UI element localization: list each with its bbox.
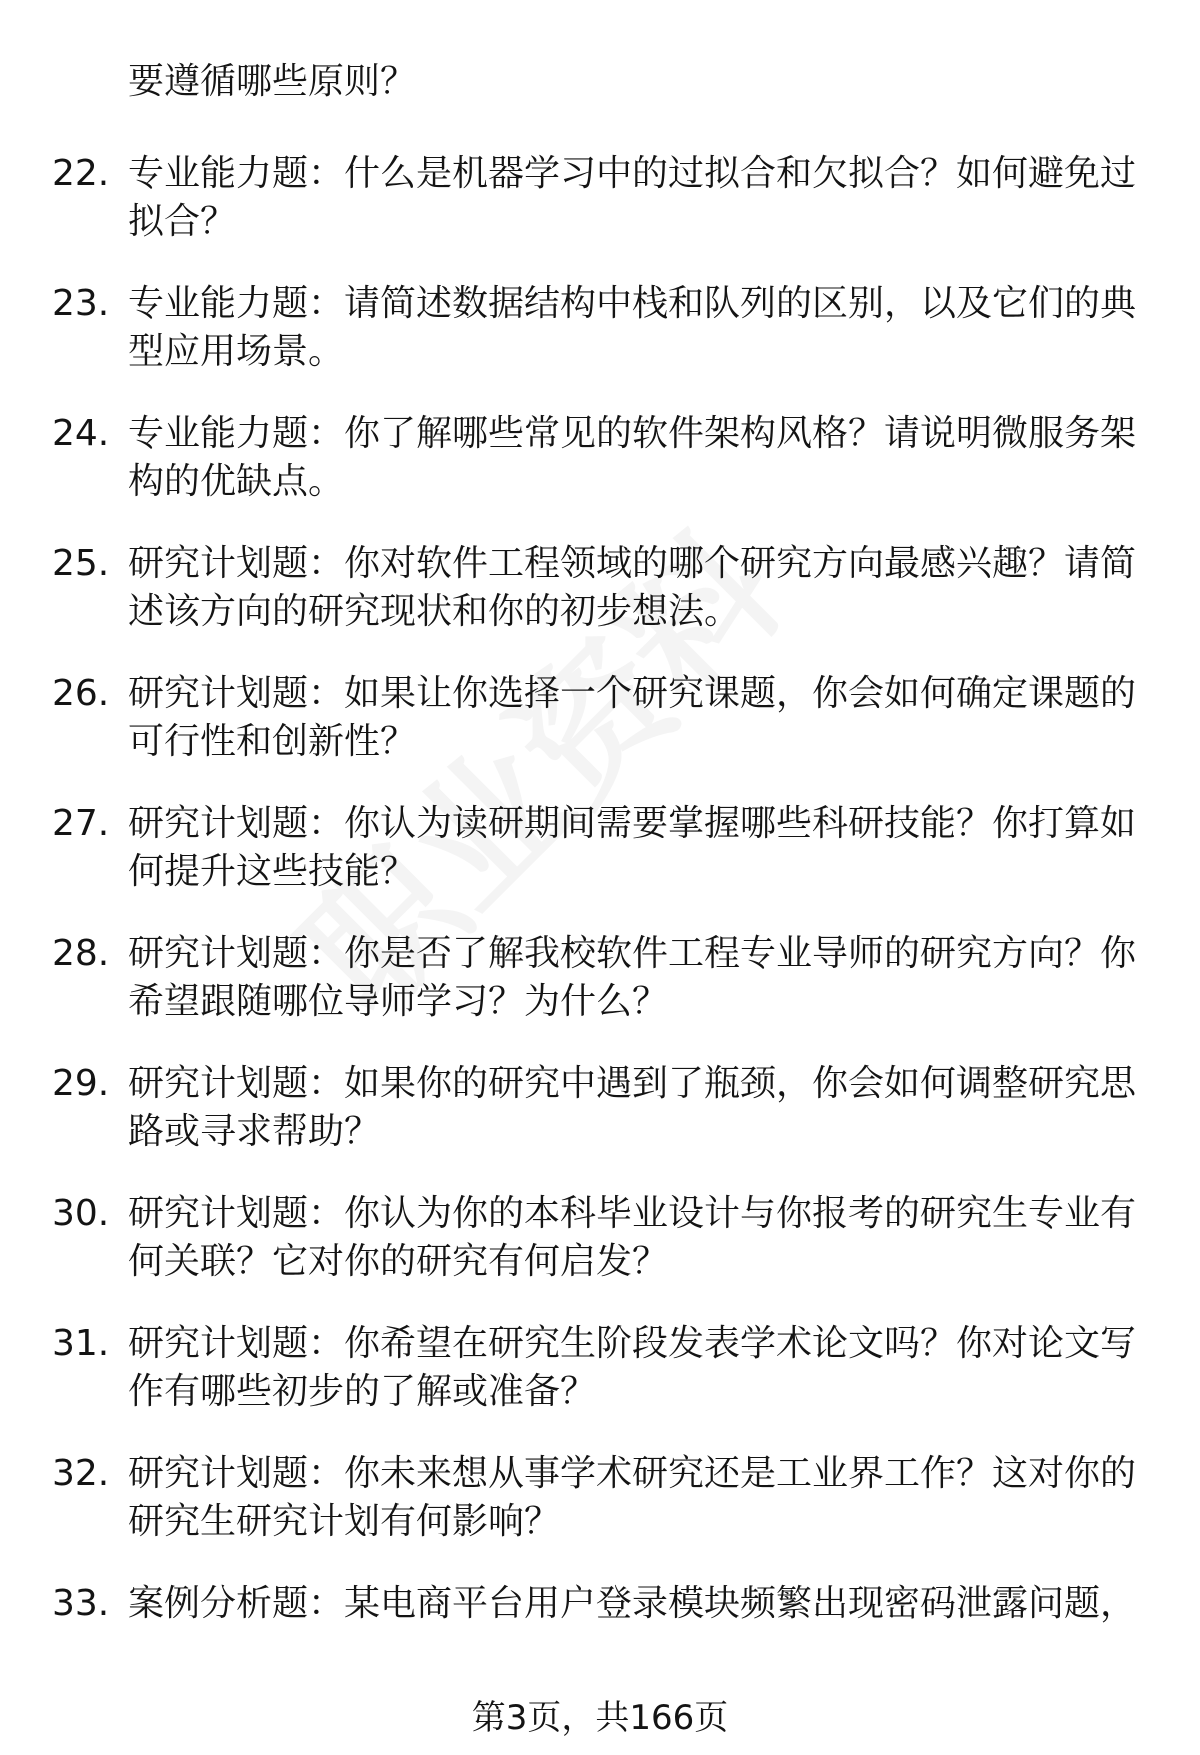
- question-text: 专业能力题：什么是机器学习中的过拟合和欠拟合？如何避免过拟合？: [128, 153, 1137, 242]
- question-28: [0, 930, 1200, 1060]
- page-footer: 第3页，共166页: [471, 1698, 729, 1738]
- question-number: 24.: [52, 413, 110, 454]
- question-29: [0, 1060, 1200, 1190]
- question-number: 33.: [52, 1583, 110, 1624]
- question-text: 专业能力题：请简述数据结构中栈和队列的区别，以及它们的典型应用场景。: [128, 283, 1137, 372]
- question-list: [0, 150, 1200, 1710]
- question-26: [0, 670, 1200, 800]
- question-number: 32.: [52, 1453, 110, 1494]
- question-number: 30.: [52, 1193, 110, 1234]
- question-text: 研究计划题：你认为读研期间需要掌握哪些科研技能？你打算如何提升这些技能？: [128, 803, 1137, 892]
- question-text: 研究计划题：你是否了解我校软件工程专业导师的研究方向？你希望跟随哪位导师学习？为什么？: [128, 933, 1137, 1022]
- question-number: 25.: [52, 543, 110, 584]
- previous-question-continuation: 要遵循哪些原则？: [128, 61, 417, 102]
- question-text: 研究计划题：如果让你选择一个研究课题，你会如何确定课题的可行性和创新性？: [128, 673, 1137, 762]
- question-number: 29.: [52, 1063, 110, 1104]
- question-text: 案例分析题：某电商平台用户登录模块频繁出现密码泄露问题，: [128, 1583, 1137, 1624]
- question-24: [0, 410, 1200, 540]
- question-31: [0, 1320, 1200, 1450]
- question-22: [0, 150, 1200, 280]
- question-25: [0, 540, 1200, 670]
- question-text: 研究计划题：如果你的研究中遇到了瓶颈，你会如何调整研究思路或寻求帮助？: [128, 1063, 1137, 1152]
- question-32: [0, 1450, 1200, 1580]
- question-number: 22.: [52, 153, 110, 194]
- question-text: 专业能力题：你了解哪些常见的软件架构风格？请说明微服务架构的优缺点。: [128, 413, 1137, 502]
- question-number: 26.: [52, 673, 110, 714]
- question-text: 研究计划题：你希望在研究生阶段发表学术论文吗？你对论文写作有哪些初步的了解或准备？: [128, 1323, 1137, 1412]
- question-27: [0, 800, 1200, 930]
- question-number: 23.: [52, 283, 110, 324]
- question-30: [0, 1190, 1200, 1320]
- question-text: 研究计划题：你未来想从事学术研究还是工业界工作？这对你的研究生研究计划有何影响？: [128, 1453, 1137, 1542]
- question-number: 27.: [52, 803, 110, 844]
- question-33: [0, 1580, 1200, 1710]
- question-23: [0, 280, 1200, 410]
- question-number: 31.: [52, 1323, 110, 1364]
- question-text: 研究计划题：你对软件工程领域的哪个研究方向最感兴趣？请简述该方向的研究现状和你的初步想法。: [128, 543, 1137, 632]
- question-text: 研究计划题：你认为你的本科毕业设计与你报考的研究生专业有何关联？它对你的研究有何启发？: [128, 1193, 1137, 1282]
- question-number: 28.: [52, 933, 110, 974]
